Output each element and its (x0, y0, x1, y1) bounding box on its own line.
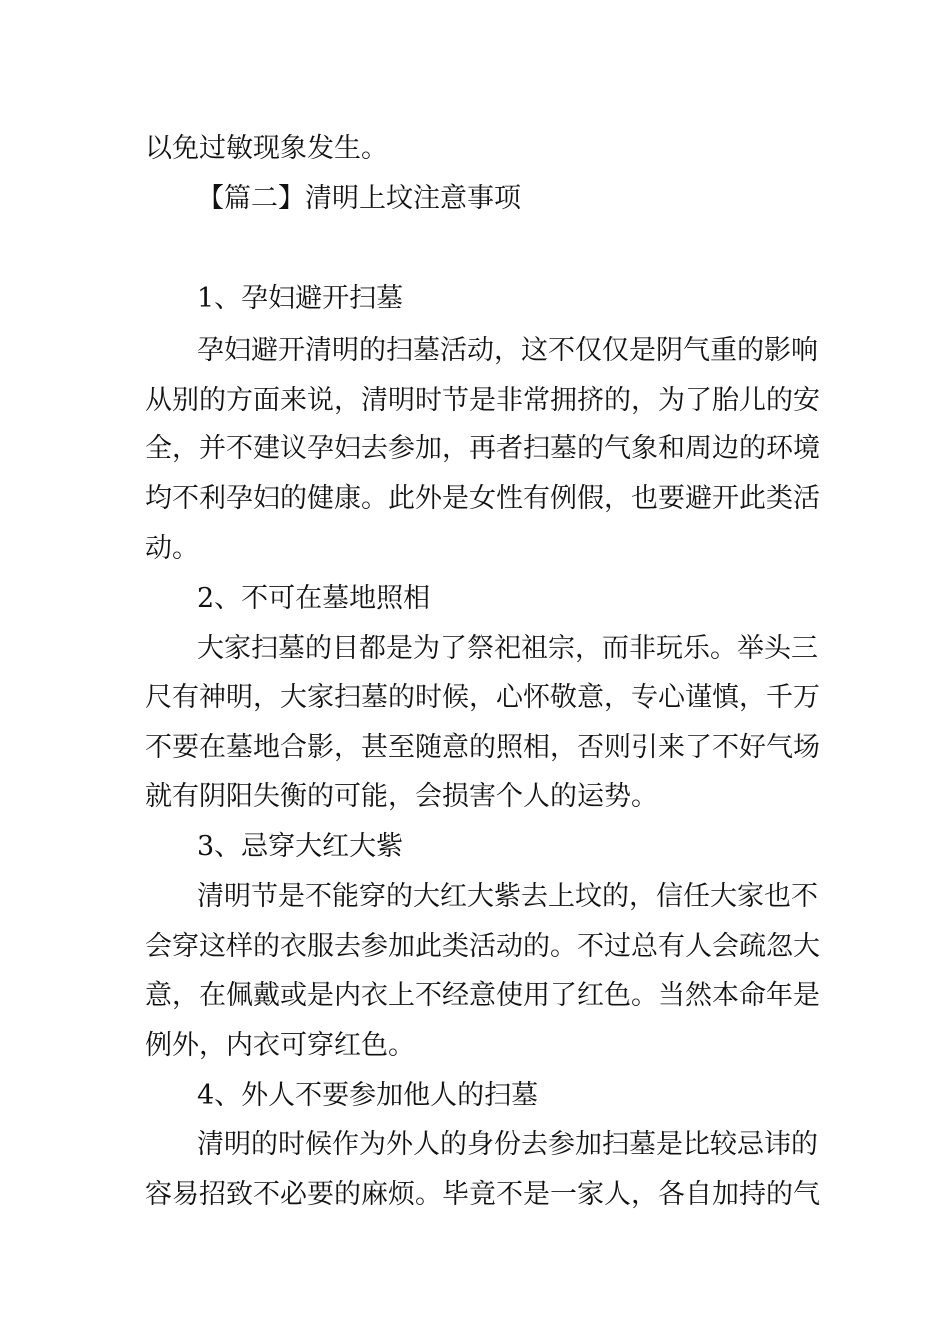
paragraph-line: 以免过敏现象发生。 (145, 133, 388, 164)
paragraph-line: 会穿这样的衣服去参加此类活动的。不过总有人会疏忽大 (145, 931, 820, 962)
paragraph-line: 容易招致不必要的麻烦。毕竟不是一家人，各自加持的气 (145, 1179, 820, 1210)
paragraph-line: 不要在墓地合影，甚至随意的照相，否则引来了不好气场 (145, 732, 820, 763)
paragraph-line: 意，在佩戴或是内衣上不经意使用了红色。当然本命年是 (145, 980, 820, 1011)
paragraph-line: 均不利孕妇的健康。此外是女性有例假，也要避开此类活 (145, 483, 820, 514)
paragraph-line: 孕妇避开清明的扫墓活动，这不仅仅是阴气重的影响 (197, 335, 818, 366)
paragraph-line: 例外，内衣可穿红色。 (145, 1030, 415, 1061)
item-heading: 3、忌穿大红大紫 (197, 831, 404, 862)
paragraph-line: 大家扫墓的目都是为了祭祀祖宗，而非玩乐。举头三 (197, 633, 818, 664)
paragraph-line: 清明的时候作为外人的身份去参加扫墓是比较忌讳的 (197, 1129, 818, 1160)
paragraph-line: 动。 (145, 533, 199, 564)
paragraph-line: 清明节是不能穿的大红大紫去上坟的，信任大家也不 (197, 881, 818, 912)
item-heading: 2、不可在墓地照相 (197, 583, 431, 614)
section-title: 【篇二】清明上坟注意事项 (197, 183, 521, 214)
item-heading: 1、孕妇避开扫墓 (197, 283, 404, 314)
paragraph-line: 尺有神明，大家扫墓的时候，心怀敬意，专心谨慎，千万 (145, 682, 820, 713)
paragraph-line: 从别的方面来说，清明时节是非常拥挤的，为了胎儿的安 (145, 385, 820, 416)
item-heading: 4、外人不要参加他人的扫墓 (197, 1080, 539, 1111)
paragraph-line: 就有阴阳失衡的可能，会损害个人的运势。 (145, 781, 658, 812)
paragraph-line: 全，并不建议孕妇去参加，再者扫墓的气象和周边的环境 (145, 433, 820, 464)
